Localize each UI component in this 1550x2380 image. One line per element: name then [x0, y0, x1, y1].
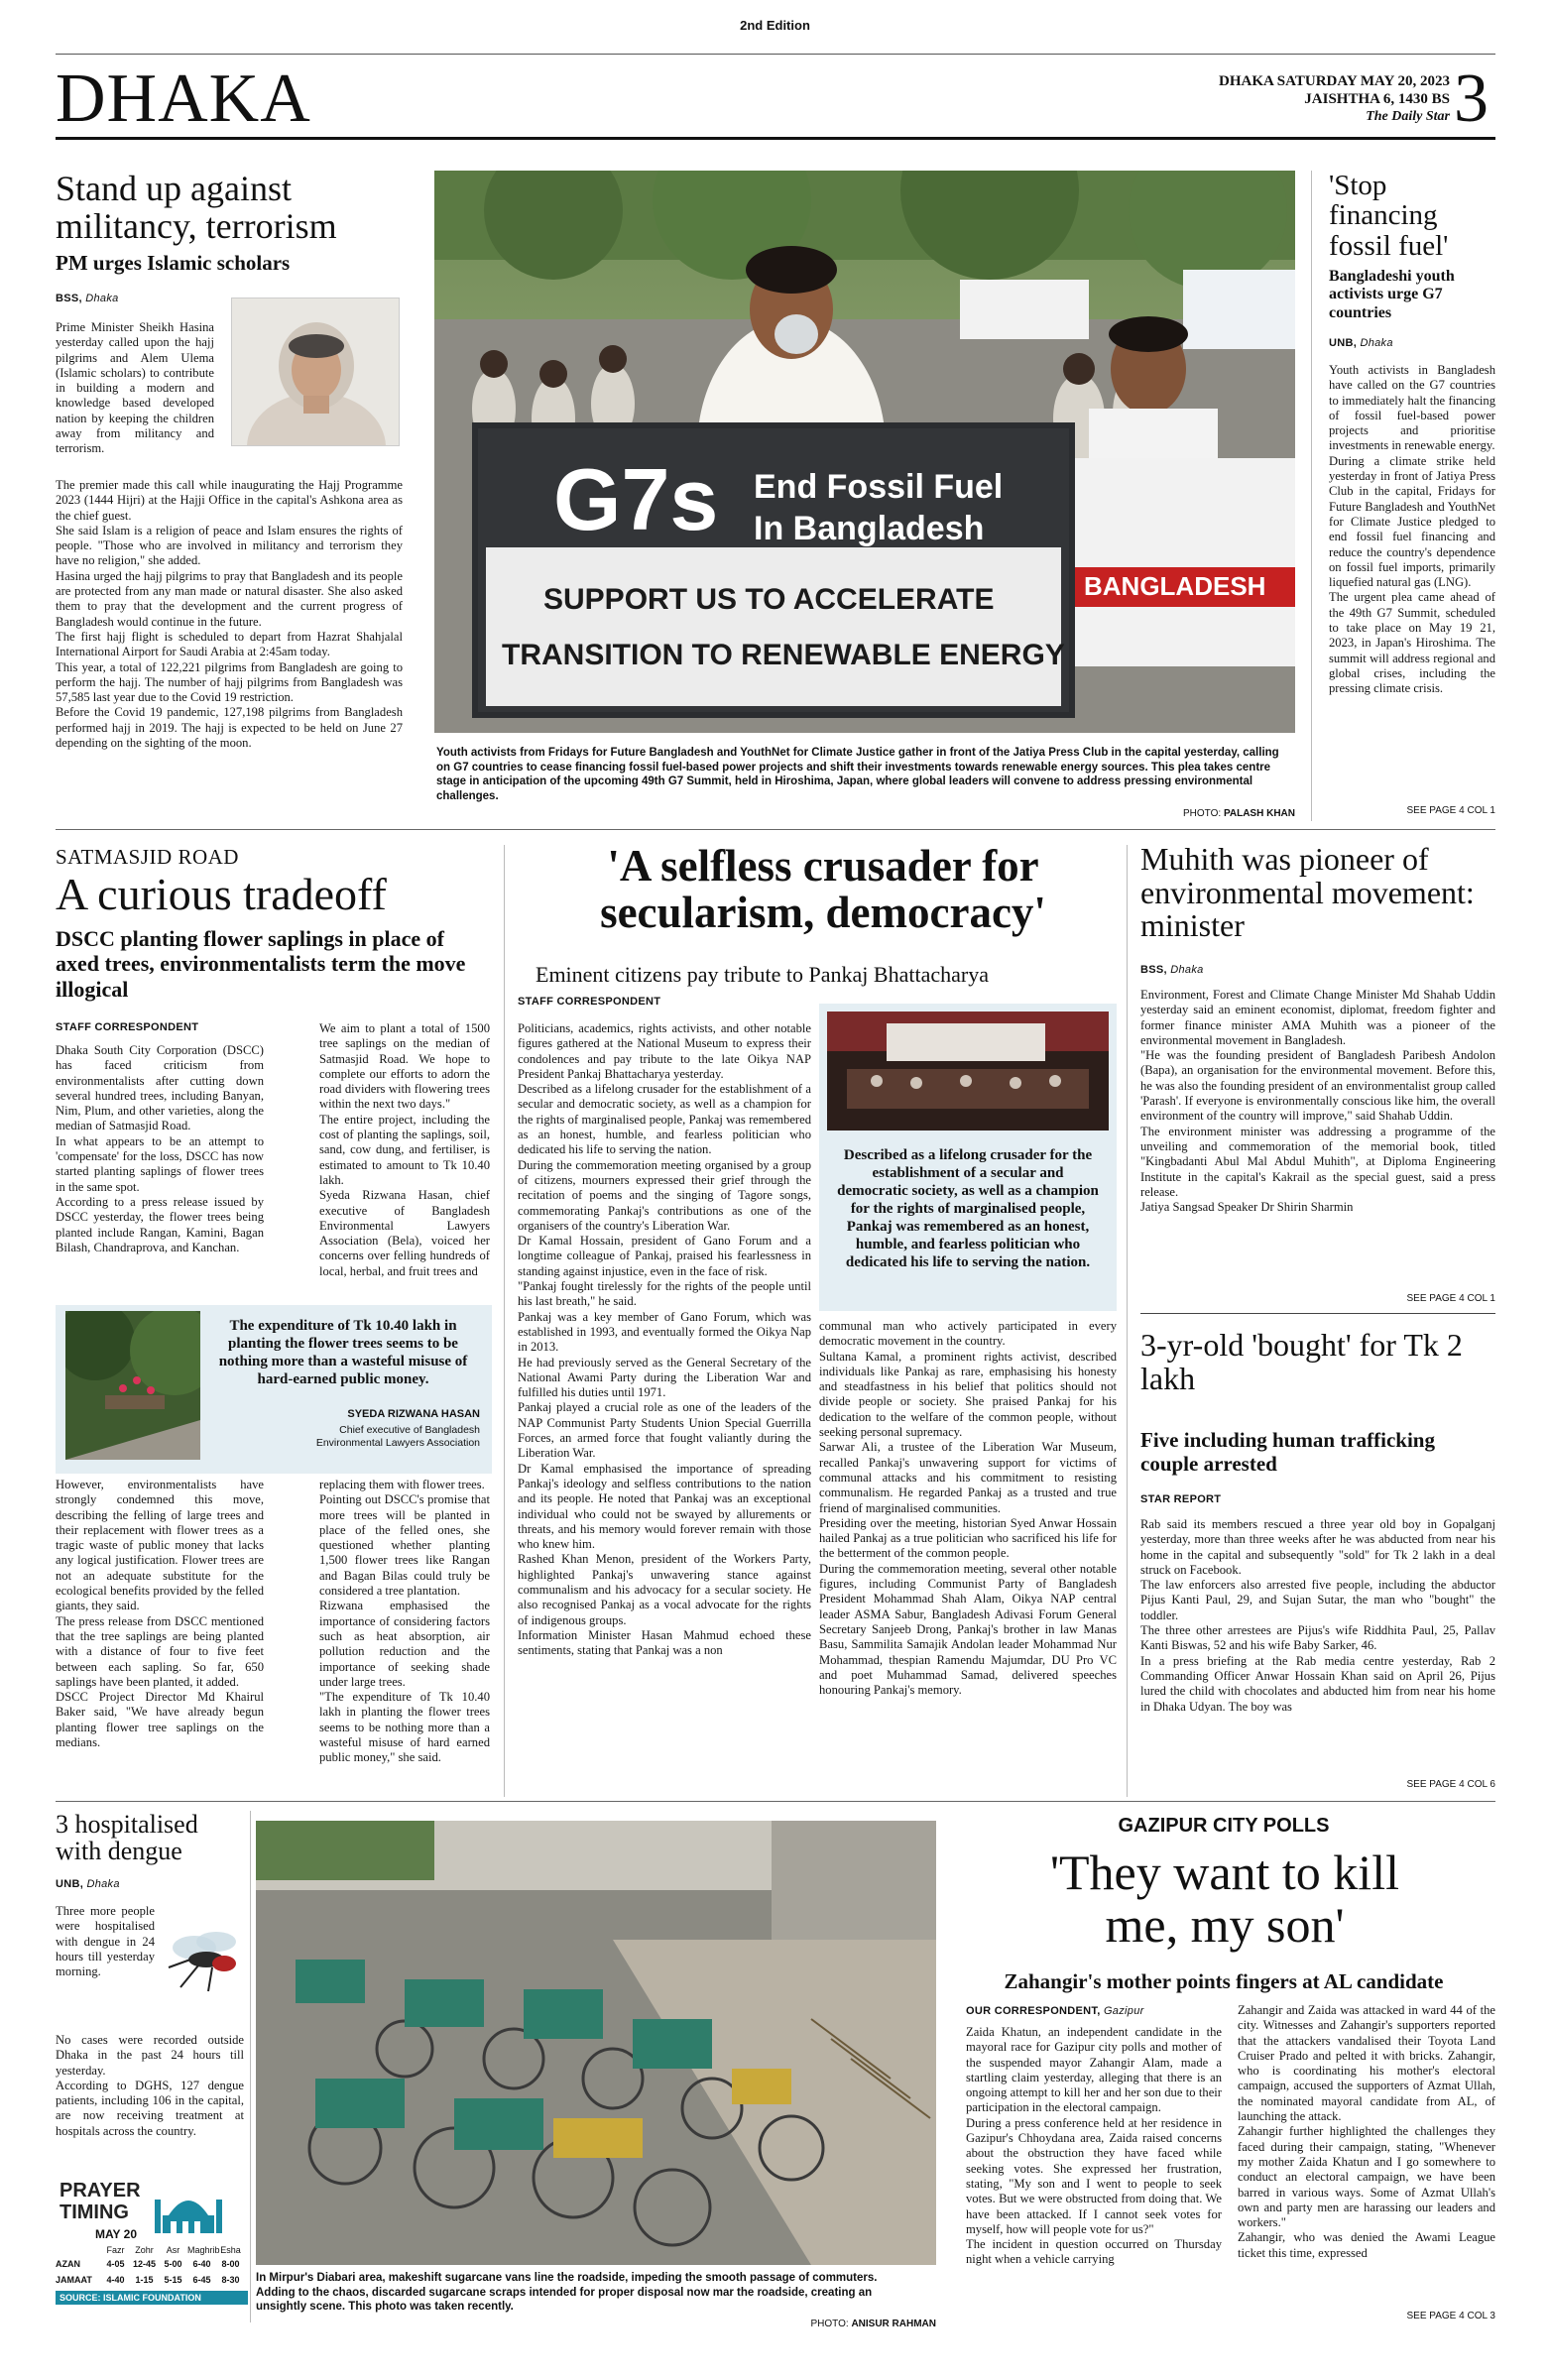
gazipur-col2: Zahangir and Zaida was attacked in ward 44 of the city. Witnesses and Zahangir's supporters reported that the attackers vandalised their Toyota Land Cruiser Prado and pelted it with bricks. Zahangir, who is coordinating his mother's electoral campaign, accused the supporters of Azmat Ullah, the nominated mayoral candidate from AL, of launching the attack. Zahangir further highlighted the challenges they faced during their campaign, stating, "Whenever my mother Zaida Khatun and I go somewhere to conduct an electoral campaign, we have been barred in various ways. Some of Azmat Ullah's own and party men are harassing our leaders and workers." Zahangir, who was denied the Awami League ticket this time, expressed [1238, 2003, 1495, 2260]
prayer-row-azan [56, 2259, 248, 2269]
gazipur-byline: OUR CORRESPONDENT, Gazipur [966, 2005, 1144, 2017]
trees-pull-title: Chief executive of Bangladesh Environmental Lawyers Association [315, 1424, 480, 1449]
section-rule-2 [56, 1801, 1495, 1802]
prayer-title-2: TIMING [60, 2202, 129, 2223]
pm-intro: Prime Minister Sheikh Hasina yesterday called upon the hajj pilgrims and Alem Ulema (Islamic scholars) to contribute in building a modern and knowledge based developed nation by keeping the children away from militancy and terrorism. [56, 320, 214, 456]
prayer-title-1: PRAYER [60, 2180, 141, 2202]
fossil-body: Youth activists in Bangladesh have called on the G7 countries to immediately halt the financing of fossil fuel-based power projects and prioritise investments in renewable energy. During a climate strike held yesterday in front of Jatiya Press Club in the capital, Fridays for Future Bangladesh and YouthNet for Climate Justice pledged to end fossil fuel financing and reduce the country's dependence on fossil fuel imports, primarily liquefied natural gas (LNG). The urgent plea came ahead of the 49th G7 Summit, scheduled to take place on May 19 21, 2023, in Japan's Hiroshima. The summit will address regional and global crises, including the pressing climate crisis. [1329, 363, 1495, 696]
mosque-icon [149, 2182, 228, 2237]
mosquito-illustration [159, 1908, 248, 1997]
pankaj-col2: communal man who actively participated in every democratic movement in the country. Sultana Kamal, a prominent rights activist, described individuals like Pankaj as rare, emphasising his honesty and steadfastness in his belief that politics should not divide people or society. She praised Pankaj for his dedication to the welfare of the common people, without seeking personal supremacy. Sarwar Ali, a trustee of the Liberation War Museum, recalled Pankaj's unwavering support for victims of communal attacks and his commitment to resisting communalism. He regarded Pankaj as a trusted and true friend of marginalised communities. Presiding over the meeting, historian Syed Anwar Hossain hailed Pankaj as a true politician who sacrificed his life for the betterment of the common people. During the commemoration meeting, several other notable figures, including Communist Party of Bangladesh President Mohammad Shah Alam, Oikya NAP central leader ASMA Sabur, Bangladesh Adivasi Forum General Secretary Sanjeeb Drong, Pankaj's brother in law Manas Basu, Sammilita Samajik Andolan leader Mohammad Nur Mohammad, thespian Ramendu Majumdar, DU Pro VC and poet Muhammad Samad, delivered speeches honouring Pankaj's memory. [819, 1319, 1117, 1698]
sugarcane-credit: PHOTO: ANISUR RAHMAN [810, 2319, 936, 2329]
prayer-time: 8-00 [221, 2259, 240, 2269]
pankaj-headline: 'A selfless crusader for secularism, democracy' [600, 841, 1046, 938]
fossil-headline: 'Stop financing fossil fuel' [1329, 170, 1449, 262]
pm-headline: Stand up against militancy, terrorism [56, 169, 337, 246]
trees-pull-quote: The expenditure of Tk 10.40 lakh in planting the flower trees seems to be nothing more than a wasteful misuse of hard-earned public money. [218, 1318, 468, 1387]
prayer-date: MAY 20 [95, 2227, 138, 2241]
pankaj-column-rule [1127, 845, 1128, 1797]
trees-col1: Dhaka South City Corporation (DSCC) has faced criticism from environmentalists after cutting down several hundred trees, including Banyan, Nim, Plum, and other varieties, along the median of Satmasjid Road. In what appears to be an attempt to 'compensate' for the loss, DSCC has now started planting saplings of flower trees in the same spot. According to a press release issued by DSCC yesterday, the flower trees being planted include Rangan, Kamini, Bagan Bilash, Chandraprova, and Kanchan. [56, 1043, 264, 1254]
prayer-head-fazr: Fazr [106, 2245, 125, 2255]
prayer-time: 6-40 [192, 2259, 211, 2269]
prayer-time: 5-15 [164, 2275, 182, 2285]
pankaj-subhead: Eminent citizens pay tribute to Pankaj Bhattacharya [536, 962, 989, 987]
pankaj-pull-quote: Described as a lifelong crusader for the establishment of a secular and democratic society, as well as a champion for the rights of marginalised people, Pankaj was remembered as an honest, humble, and fearless politician who dedicated his life to serving the nation. [837, 1147, 1099, 1270]
dengue-column-rule [250, 1811, 251, 2322]
child-subhead: Five including human trafficking couple arrested [1140, 1428, 1435, 1477]
trees-col2: We aim to plant a total of 1500 tree saplings on the median of Satmasjid Road. We hope to complete our efforts to adorn the road dividers with flowering trees within the next two days." The entire project, including the cost of planting the saplings, soil, sand, cow dung, and fertiliser, is estimated to amount to Tk 10.40 lakh. Syeda Rizwana Hasan, chief executive of Bangladesh Environmental Lawyers Association (Bela), voiced her concerns over felling hundreds of local, herbal, and fruit trees and [319, 1021, 490, 1278]
child-body: Rab said its members rescued a three year old boy in Gopalganj yesterday, more than three weeks after he was abducted from near his home in the capital and subsequently "sold" for Tk 2 lakh in a deal struck on Facebook. The law enforcers also arrested five people, including the abductor Pijus Kanti Paul, 29, and Sujan Sutar, the man who "bought" the toddler. The three other arrestees are Pijus's wife Riddhita Paul, 25, Pallav Kanti Biswas, 52 and his wife Baby Sarker, 46. In a press briefing at the Rab media centre yesterday, Rab 2 Commanding Officer Anwar Hossain Khan said on April 26, Pijus lured the child with chocolates and abducted him from near his home in Dhaka Udyan. The boy was [1140, 1517, 1495, 1714]
dengue-body: No cases were recorded outside Dhaka in the past 24 hours till yesterday. According to DGHS, 127 dengue patients, including 106 in the capital, are now receiving treatment at hospitals across the country. [56, 2033, 244, 2138]
prayer-head-asr: Asr [166, 2245, 180, 2255]
gazipur-kicker: GAZIPUR CITY POLLS [1118, 1815, 1330, 1837]
pm-subhead: PM urges Islamic scholars [56, 251, 291, 275]
sign-bottom2: TRANSITION TO RENEWABLE ENERGY [502, 639, 1065, 671]
fossil-byline: UNB, Dhaka [1329, 337, 1393, 349]
child-headline: 3-yr-old 'bought' for Tk 2 lakh [1140, 1327, 1463, 1396]
prayer-head-zohr: Zohr [135, 2245, 154, 2255]
prayer-time: 6-45 [192, 2275, 211, 2285]
trees-headline: A curious tradeoff [56, 869, 387, 919]
child-byline: STAR REPORT [1140, 1493, 1222, 1505]
prayer-time: 5-00 [164, 2259, 182, 2269]
g7-caption: Youth activists from Fridays for Future Bangladesh and YouthNet for Climate Justice gather in front of the Jatiya Press Club in the capital yesterday, calling on G7 countries to cease financing fossil fuel-based power projects and shift their investments towards renewable energy sources. This plea takes centre stage in anticipation of the upcoming 49th G7 Summit, held in Hiroshima, Japan, where global leaders will convene to address pressing environmental challenges. [436, 747, 1279, 802]
dengue-intro: Three more people were hospitalised with dengue in 24 hours till yesterday morning. [56, 1904, 155, 1979]
prayer-time: 4-05 [106, 2259, 125, 2269]
sign-g7s: G7s [553, 450, 719, 548]
trees-photo [65, 1311, 200, 1460]
gazipur-subhead: Zahangir's mother points fingers at AL candidate [1004, 1969, 1444, 1993]
pm-body: The premier made this call while inaugurating the Hajj Programme 2023 (1444 Hijri) at the Hajji Office in the capital's Ashkona area as the chief guest. She said Islam is a religion of peace and Islam ensures the rights of people. "Those who are involved in militancy and terrorism they have no religion," she added. Hasina urged the hajj pilgrims to pray that Bangladesh and its people are protected from any man made or natural disaster. She also asked them to pray that the development and the current progress of Bangladesh would continue in the future. The first hajj flight is scheduled to depart from Hazrat Shahjalal International Airport for Saudi Arabia at 2:45am today. This year, a total of 122,221 pilgrims from Bangladesh are going to perform the hajj. The number of hajj pilgrims from Bangladesh was 57,585 last year due to the Covid 19 restriction. Before the Covid 19 pandemic, 127,198 pilgrims from Bangladesh performed hajj in 2019. The hajj is expected to be held on June 27 depending on the sighting of the moon. [56, 478, 403, 751]
trees-column-rule [504, 845, 505, 1797]
muhith-byline: BSS, Dhaka [1140, 964, 1204, 976]
g7-protest-photo [434, 171, 1295, 733]
sign-line2: In Bangladesh [754, 510, 985, 547]
gazipur-col1: Zaida Khatun, an independent candidate in the mayoral race for Gazipur city polls and mother of the suspended mayor Zahangir Alam, made a startling claim yesterday, alleging that there is an ongoing attempt to kill her and her son due to their participation in the electoral campaign. During a press conference held at her residence in Gazipur's Chhoydana area, Zaida raised concerns about the obstruction they have faced while seeking votes. She expressed her frustration, stating, "My son and I went to people to seek votes. But we were obstructed from doing that. We have been attacked. If I cannot seek votes for myself, how will people vote for us?" The incident in question occurred on Thursday night when a vehicle carrying [966, 2025, 1222, 2267]
prayer-row-jamaat [56, 2275, 248, 2285]
prayer-time: 8-30 [221, 2275, 240, 2285]
trees-col3: However, environmentalists have strongly condemned this move, describing the felling of large trees and their replacement with flower trees as a tragic waste of public money that lacks any logical justification. Flower trees are not an adequate substitute for the ecological benefits provided by the felled giants, they said. The press release from DSCC mentioned that the tree saplings are being planted with a distance of four to five feet between each sapling. So far, 650 saplings have been planted, it added. DSCC Project Director Md Khairul Baker said, "We have already begun planting flower tree saplings on the medians. [56, 1478, 264, 1750]
prayer-time: 12-45 [132, 2259, 157, 2269]
prayer-table [56, 2245, 248, 2305]
prayer-head-maghrib: Maghrib [187, 2245, 220, 2255]
page-number: 3 [1454, 60, 1489, 137]
prayer-time: 4-40 [106, 2275, 125, 2285]
prayer-head-esha: Esha [220, 2245, 241, 2255]
trees-kicker: SATMASJID ROAD [56, 845, 239, 869]
dengue-byline: UNB, Dhaka [56, 1878, 120, 1890]
sign-line1: End Fossil Fuel [754, 468, 1004, 506]
paper-logo: The Daily Star [1366, 109, 1450, 124]
pankaj-byline: STAFF CORRESPONDENT [518, 996, 661, 1008]
child-see-page[interactable]: SEE PAGE 4 COL 6 [1406, 1779, 1495, 1790]
section-rule-1 [56, 829, 1495, 830]
muhith-rule [1140, 1313, 1495, 1314]
section-title: DHAKA [56, 60, 311, 137]
prayer-source: SOURCE: ISLAMIC FOUNDATION [56, 2291, 248, 2305]
trees-col4: replacing them with flower trees. Pointing out DSCC's promise that more trees will be planted in place of the felled ones, she questioned whether planting 1,500 flower trees like Rangan and Bagan Bilas could truly be considered a tree plantation. Rizwana emphasised the importance of considering factors such as heat absorption, air pollution reduction and the importance of seeking shade under large trees. "The expenditure of Tk 10.40 lakh in planting the flower trees seems to be nothing more than a wasteful misuse of hard earned public money," she said. [319, 1478, 490, 1765]
pm-portrait [231, 298, 400, 446]
sugarcane-caption: In Mirpur's Diabari area, makeshift sugarcane vans line the roadside, impeding the smooth passage of commuters. Adding to the chaos, discarded sugarcane scraps intended for proper disposal now mar the roadside, creating an unsightly scene. This photo was taken recently. [256, 2272, 878, 2313]
trees-subhead: DSCC planting flower saplings in place of axed trees, environmentalists term the move illogical [56, 926, 466, 1002]
fossil-subhead: Bangladeshi youth activists urge G7 countries [1329, 268, 1455, 321]
muhith-body: Environment, Forest and Climate Change Minister Md Shahab Uddin yesterday said an eminent economist, diplomat, freedom fighter and former finance minister AMA Muhith was a pioneer of the environmental movement in Bangladesh. "He was the founding president of Bangladesh Paribesh Andolon (Bapa), an organisation for the environmental movement. Before this, he was also the founding president of an environmentalist group called 'Parash'. If everyone is environmentally conscious like him, the overall environment of the country will improve," said Shahab Uddin. The environment minister was addressing a programme of the unveiling and commemoration of the memorial book, titled "Kingbadanti Abul Mal Abdul Muhith", at Diploma Engineering Institute in the capital's Kakrail as the special guest, said a press release. Jatiya Sangsad Speaker Dr Shirin Sharmin [1140, 988, 1495, 1215]
gazipur-see-page[interactable]: SEE PAGE 4 COL 3 [1406, 2311, 1495, 2321]
dengue-headline: 3 hospitalised with dengue [56, 1810, 198, 1866]
sign-bottom1: SUPPORT US TO ACCELERATE [543, 583, 995, 616]
pankaj-photo [827, 1012, 1109, 1130]
trees-byline: STAFF CORRESPONDENT [56, 1021, 199, 1033]
fossil-column-rule [1311, 171, 1312, 821]
pm-byline: BSS, Dhaka [56, 293, 119, 304]
trees-pull-name: SYEDA RIZWANA HASAN [347, 1408, 480, 1420]
masthead-rule-bottom [56, 137, 1495, 140]
dateline-bangla: JAISHTHA 6, 1430 BS [1304, 91, 1450, 107]
side-banner-text: BANGLADESH [1084, 571, 1266, 601]
fossil-see-page[interactable]: SEE PAGE 4 COL 1 [1406, 805, 1495, 816]
pankaj-col1: Politicians, academics, rights activists, and other notable figures gathered at the National Museum to express their condolences and pay tribute to the late Oikya NAP President Pankaj Bhattacharya yesterday. Described as a lifelong crusader for the establishment of a secular and democratic society, as well as a champion for the rights of marginalised people, Pankaj was remembered as an honest, humble, and fearless politician who dedicated his life to serving the nation. During the commemoration meeting organised by a group of citizens, mourners expressed their grief through the recitation of poems and the singing of Tagore songs, commemorating Pankaj's contributions as one of the organisers of the country's Liberation War. Dr Kamal Hossain, president of Gano Forum and a longtime colleague of Pankaj, praised his fearlessness in standing against injustice, even in the face of risk. "Pankaj fought tirelessly for the rights of the people until his last breath," he said. Pankaj was a key member of Gano Forum, which was established in 1993, and eventually formed the Oikya Nap in 2013. He had previously served as the General Secretary of the National Awami Party during the Liberation War and fulfilled his duties until 1971. Pankaj played a crucial role as one of the leaders of the NAP Communist Party Students Union Special Guerrilla Forces, an armed force that fought valiantly during the Liberation War. Dr Kamal emphasised the importance of spreading Pankaj's ideology and selfless contributions to the nation and its people. He noted that Pankaj was an exceptional individual who could not be swayed by allurements or threats, and his memory would forever remain with those who knew him. Rashed Khan Menon, president of the Workers Party, highlighted Pankaj's unwavering stance against communalism and his advocacy for a secular society. He also recognised Pankaj as a vocal advocate for the rights of indigenous groups. Information Minister Hasan Mahmud echoed these sentiments, stating that Pankaj was a non [518, 1021, 811, 1658]
masthead-rule-top [56, 54, 1495, 55]
prayer-row-label: AZAN [56, 2259, 80, 2269]
edition-label: 2nd Edition [740, 18, 810, 33]
g7-credit: PHOTO: PALASH KHAN [1183, 808, 1295, 819]
gazipur-headline: 'They want to kill me, my son' [1049, 1844, 1399, 1953]
prayer-time: 1-15 [135, 2275, 154, 2285]
dateline: DHAKA SATURDAY MAY 20, 2023 [1219, 73, 1450, 89]
prayer-header-row [56, 2245, 248, 2255]
sugarcane-vans-photo [256, 1821, 936, 2265]
prayer-row-label: JAMAAT [56, 2275, 92, 2285]
muhith-headline: Muhith was pioneer of environmental movement: minister [1140, 841, 1475, 944]
muhith-see-page[interactable]: SEE PAGE 4 COL 1 [1406, 1293, 1495, 1304]
